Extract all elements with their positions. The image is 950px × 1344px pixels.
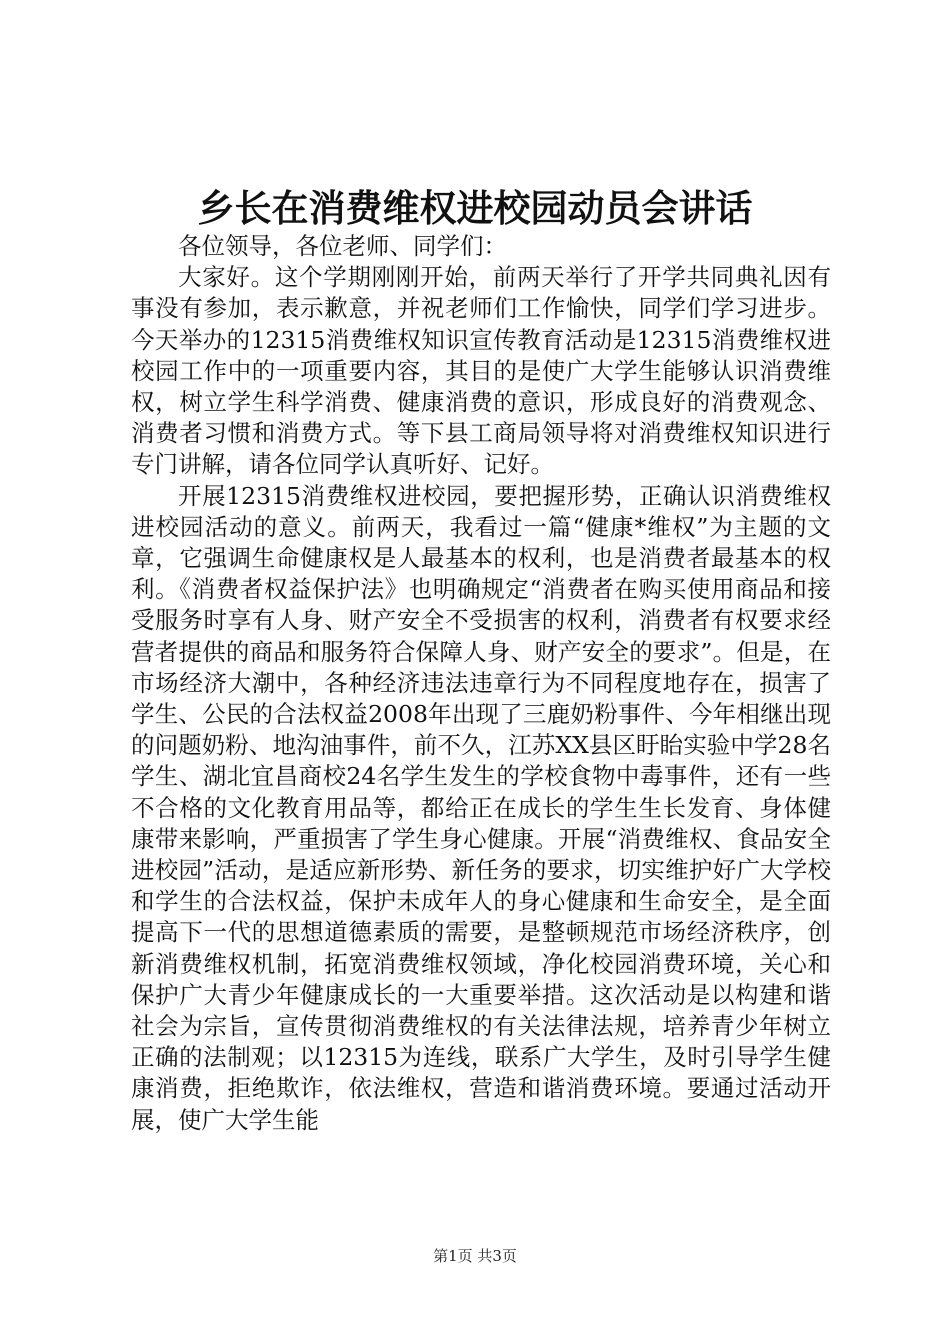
paragraph-opening: 大家好。这个学期刚刚开始，前两天举行了开学共同典礼因有事没有参加，表示歉意，并祝老师们工作愉快，同学们学习进步。今天举办的12315消费维权知识宣传教育活动是12315消费维权进校园工作中的一项重要内容，其目的是使广大学生能够认识消费维权，树立学生科学消费、健康消费的意识，形成良好的消费观念、消费者习惯和消费方式。等下县工商局领导将对消费维权知识进行专门讲解，请各位同学认真听好、记好。 [131, 263, 831, 479]
paragraph-significance: 开展12315消费维权进校园，要把握形势，正确认识消费维权进校园活动的意义。前两天，我看过一篇“健康*维权”为主题的文章，它强调生命健康权是人最基本的权利，也是消费者最基本的权利。《消费者权益保护法》也明确规定“消费者在购买使用商品和接受服务时享有人身、财产安全不受损害的权利，消费者有权要求经营者提供的商品和服务符合保障人身、财产安全的要求”。但是，在市场经济大潮中，各种经济违法违章行为不同程度地存在，损害了学生、公民的合法权益2008年出现了三鹿奶粉事件、今年相继出现的问题奶粉、地沟油事件，前不久，江苏XX县区盱眙实验中学28名学生、湖北宜昌商校24名学生发生的学校食物中毒事件，还有一些不合格的文化教育用品等，都给正在成长的学生生长发育、身体健康带来影响，严重损害了学生身心健康。开展“消费维权、食品安全进校园”活动，是适应新形势、新任务的要求，切实维护好广大学校和学生的合法权益，保护未成年人的身心健康和生命安全，是全面提高下一代的思想道德素质的需要，是整顿规范市场经济秩序，创新消费维权机制，拓宽消费维权领域，净化校园消费环境，关心和保护广大青少年健康成长的一大重要举措。这次活动是以构建和谐社会为宗旨，宣传贯彻消费维权的有关法律法规，培养青少年树立正确的法制观；以12315为连线，联系广大学生，及时引导学生健康消费，拒绝欺诈，依法维权，营造和谐消费环境。要通过活动开展，使广大学生能 [131, 481, 831, 1134]
document-title: 乡长在消费维权进校园动员会讲话 [197, 186, 753, 230]
document-body [131, 231, 831, 1136]
page-footer: 第1页 共3页 [433, 1247, 517, 1265]
paragraph-greeting: 各位领导，各位老师、同学们： [178, 232, 507, 260]
